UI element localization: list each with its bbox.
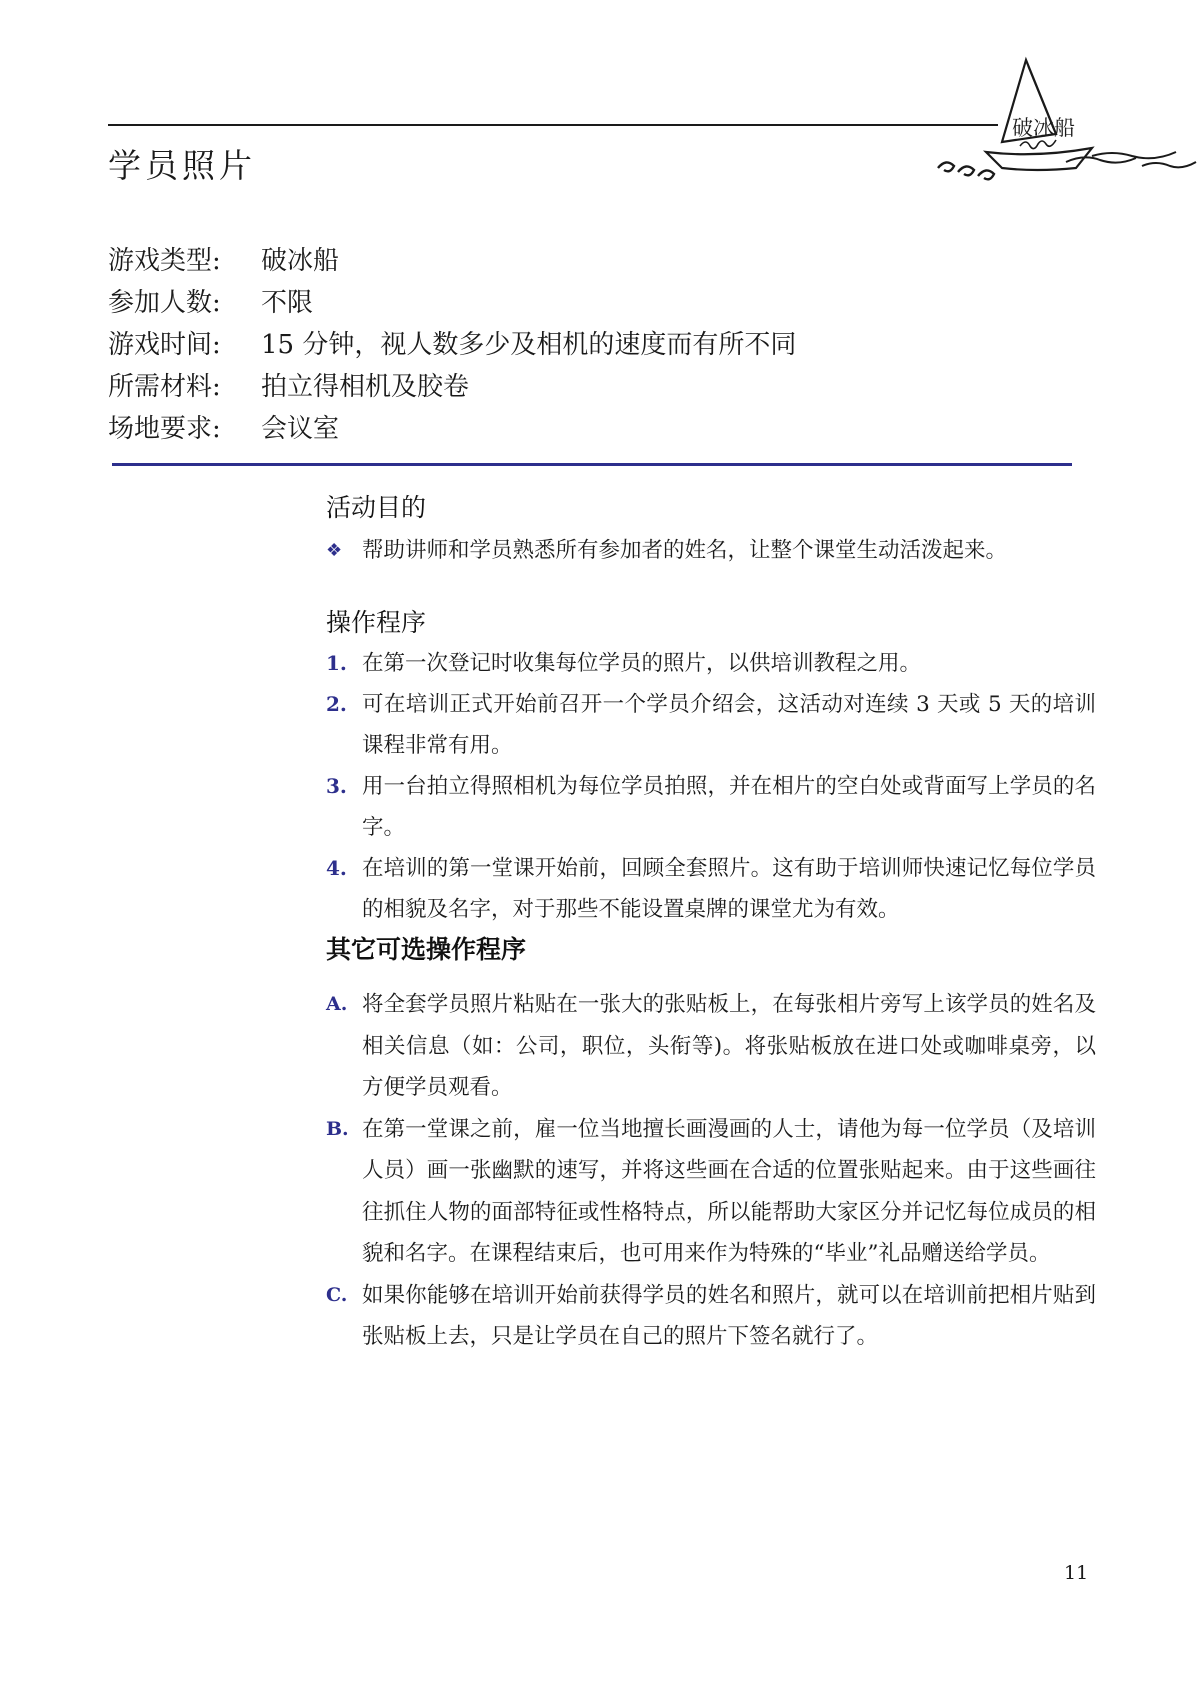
objective-text: 帮助讲师和学员熟悉所有参加者的姓名，让整个课堂生动活泼起来。 — [362, 538, 1008, 563]
step-text: 用一台拍立得照相机为每位学员拍照，并在相片的空白处或背面写上学员的名字。 — [362, 774, 1096, 840]
info-key: 场地要求: — [108, 414, 221, 444]
list-item — [326, 766, 1096, 848]
list-item — [326, 1109, 1096, 1275]
info-key: 游戏类型: — [108, 246, 221, 276]
section-title-alternatives: 其它可选操作程序 — [326, 935, 527, 964]
objective-section — [326, 488, 1096, 571]
info-key: 所需材料: — [108, 372, 221, 402]
alt-letter: C. — [326, 1283, 348, 1306]
list-item — [326, 848, 1096, 930]
info-value: 15 分钟，视人数多少及相机的速度而有所不同 — [261, 330, 797, 360]
alt-letter: B. — [326, 1117, 349, 1140]
page-title: 学员照片 — [108, 146, 256, 185]
step-number: 4. — [326, 856, 347, 880]
info-divider — [112, 463, 1072, 466]
main-content — [326, 488, 1096, 1358]
step-number: 3. — [326, 774, 347, 798]
alt-text: 将全套学员照片粘贴在一张大的张贴板上，在每张相片旁写上该学员的姓名及相关信息（如：公司，职位，头衔等)。将张贴板放在进口处或咖啡桌旁，以方便学员观看。 — [362, 992, 1096, 1100]
list-item — [326, 1275, 1096, 1358]
list-item — [326, 684, 1096, 766]
diamond-bullet-icon: ❖ — [326, 540, 343, 561]
info-row-type — [108, 240, 796, 282]
section-title-procedure: 操作程序 — [326, 608, 427, 637]
info-row-duration — [108, 324, 796, 366]
step-text: 可在培训正式开始前召开一个学员介绍会，这活动对连续 3 天或 5 天的培训课程非常有用。 — [362, 692, 1096, 758]
alternative-procedures — [326, 984, 1096, 1358]
info-row-participants — [108, 282, 796, 324]
header-rule — [108, 124, 998, 126]
info-value: 破冰船 — [261, 246, 340, 276]
info-value: 不限 — [261, 288, 314, 318]
page-number: 11 — [1064, 1562, 1089, 1584]
info-row-materials — [108, 366, 796, 408]
list-item — [326, 643, 1096, 684]
alt-text: 如果你能够在培训开始前获得学员的姓名和照片，就可以在培训前把相片贴到张贴板上去，只是让学员在自己的照片下签名就行了。 — [362, 1282, 1096, 1349]
alt-letter: A. — [326, 993, 348, 1015]
procedure-steps — [326, 643, 1096, 930]
step-number: 2. — [326, 692, 347, 716]
game-info — [108, 240, 796, 450]
info-value: 拍立得相机及胶卷 — [261, 372, 470, 402]
info-key: 参加人数: — [108, 288, 221, 318]
section-title-objective: 活动目的 — [326, 493, 427, 522]
alt-text: 在第一堂课之前，雇一位当地擅长画漫画的人士，请他为每一位学员（及培训人员）画一张幽默的速写，并将这些画在合适的位置张贴起来。由于这些画往往抓住人物的面部特征或性格特点，所以能帮助大家区分并记忆每位成员的相貌和名字。在课程结束后，也可用来作为特殊的“毕业”礼品赠送给学员。 — [362, 1116, 1096, 1266]
step-text: 在培训的第一堂课开始前，回顾全套照片。这有助于培训师快速记忆每位学员的相貌及名字，对于那些不能设置桌牌的课堂尤为有效。 — [362, 856, 1096, 922]
logo-label: 破冰船 — [1012, 116, 1075, 140]
objective-bullet — [326, 530, 1096, 571]
step-text: 在第一次登记时收集每位学员的照片，以供培训教程之用。 — [362, 651, 922, 676]
procedure-section — [326, 603, 1096, 930]
info-key: 游戏时间: — [108, 330, 221, 360]
list-item — [326, 984, 1096, 1109]
info-row-venue — [108, 408, 796, 450]
info-value: 会议室 — [261, 414, 340, 444]
step-number: 1. — [326, 651, 347, 675]
alternatives-section — [326, 930, 1096, 1358]
